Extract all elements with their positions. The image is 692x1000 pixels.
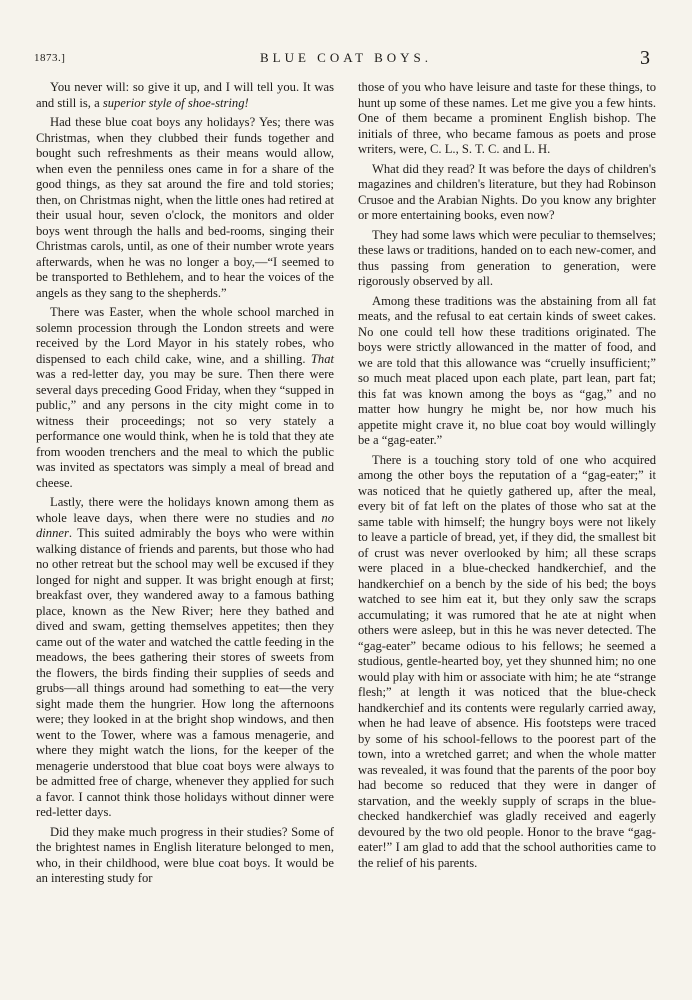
page-number: 3	[640, 47, 650, 69]
running-head-title: BLUE COAT BOYS.	[259, 50, 433, 65]
italic-text: no dinner	[36, 510, 334, 540]
italic-text: That	[310, 351, 334, 366]
paragraph	[36, 115, 334, 301]
right-text-column	[358, 80, 656, 871]
paragraph	[36, 80, 334, 111]
paragraph	[358, 162, 656, 224]
text-run: Among these traditions was the abstaining from all fat meats, and the refusal to eat certain kinds of sweet cakes. No one could tell how these traditions originated. The boys were strictly allowanced in the matter of food, and we are told that this allowance was “cruelly insufficient;” so much meat placed upon each plate, part lean, part fat; this fat was known among the boys as “gag,” and no matter how hungry he might be, nor how much his appetite might crave it, no blue coat boy would willingly be a “gag-eater.”	[358, 293, 656, 447]
running-head-year: 1873.]	[34, 52, 66, 64]
text-run: was a red-letter day, you may be sure. Then there were several days preceding Good Friday, when they “supped in public,” and any persons in the city might come in to witness their proceedings; not so very stately a performance one would think, when he is told that they ate from wooden trenchers and the meal to which the public was invited as spectators was simply a meal of bread and cheese.	[36, 367, 334, 490]
text-run: There was Easter, when the whole school marched in solemn procession through the London streets and were received by the Lord Mayor in his stately robes, who dispensed to each child cake, wine, and a shilling.	[36, 305, 334, 366]
text-run: those of you who have leisure and taste for these things, to hunt up some of these names. Let me give you a few hints. One of them became a prominent English bishop. The initials of three, who became famous as poets and prose writers, were, C. L., S. T. C. and L. H.	[358, 80, 656, 156]
paragraph	[36, 305, 334, 491]
left-text-column	[36, 80, 334, 887]
paragraph	[358, 80, 656, 158]
paragraph	[36, 495, 334, 821]
paragraph	[36, 825, 334, 887]
text-run: Did they make much progress in their studies? Some of the brightest names in English literature belonged to men, who, in their childhood, were blue coat boys. It would be an interesting study for	[36, 824, 334, 885]
paragraph	[358, 294, 656, 449]
text-run: . This suited admirably the boys who were within walking distance of friends and parents, but those who had no other retreat but the school may well be excused if they longed for night and supper. It was bright enough at first; breakfast over, they wandered away to a famous bathing place, known as the New River; here they bathed and dived and swam, getting themselves appetites; then they came out of the water and watched the cattle feeding in the meadows, the bees gathering their stores of sweets from the flowers, the birds finding their supplies of seeds and grubs—all things around had something to eat—the very sight made them the hungrier. How long the afternoons were; they looked in at the bright shop windows, and then went to the Tower, where was a famous menagerie, and where they might watch the lions, for the keeper of the menagerie understood that blue coat boys were always to be admitted free of charge, whenever they applied for such a favor. I cannot think those holidays without dinner were red-letter days.	[36, 526, 334, 819]
text-run: What did they read? It was before the days of children's magazines and children's literature, but they had Robinson Crusoe and the Arabian Nights. Do you know any brighter or more entertaining books, even now?	[358, 161, 656, 222]
text-run: You never will: so give it up, and I will tell you. It was and still is, a	[36, 80, 334, 110]
text-run: Lastly, there were the holidays known among them as whole leave days, when there were no studies and	[36, 495, 334, 525]
italic-text: superior style of shoe-string!	[102, 95, 249, 110]
paragraph	[358, 228, 656, 290]
text-run: There is a touching story told of one who acquired among the other boys the reputation of a “gag-eater;” it was noticed that he quietly gathered up, after the meal, every bit of fat left on the plates of those who sat at the same table with himself; the hungry boys were not likely to leave a particle of bread, yet, if they did, the smallest bit of crust was never overlooked by him; all these scraps were placed in a blue-checked handkerchief, and the handkerchief on a bench by the side of his bed; the boys watched to see him eat it, but they only saw the scraps accumulating; it was rumored that he ate at night when others were asleep, but in this he was never detected. The “gag-eater” became odious to his fellows; he seemed a studious, gentle-hearted boy, yet they shunned him; no one would play with him or associate with him; he ate “strange flesh;” at length it was noticed that the blue-check handkerchief and its contents were regularly carried away, when he had leave of absence. His footsteps were traced by some of his school-fellows to the poorest part of the town, into a wretched garret; and when the whole matter was revealed, it was found that the parents of the poor boy had become so reduced that they were in danger of starvation, and the weekly supply of scraps in the blue-checked handkerchief was gladly received and eagerly devoured by the two old people. Honor to the brave “gag-eater!” I am glad to add that the school authorities came to the relief of his parents.	[358, 452, 656, 870]
text-run: Had these blue coat boys any holidays? Yes; there was Christmas, when they clubbed their funds together and bought such refreshments as their means would allow, when even the penniless ones came in for a share of the good things, as they sat around the fire and told stories; then, on Christmas night, when the little ones had retired at their usual hour, seven o'clock, the monitors and older boys went through the halls and bed-rooms, singing their Christmas carols, until, as one of their number wrote years afterwards, when he was no longer a boy,—“I seemed to be transported to Bethlehem, and to hear the voices of the angels as they sang to the shepherds.”	[36, 115, 334, 300]
paragraph	[358, 453, 656, 872]
text-run: They had some laws which were peculiar to themselves; these laws or traditions, handed on to each new-comer, and thus passing from generation to generation, were rigorously observed by all.	[358, 227, 656, 288]
